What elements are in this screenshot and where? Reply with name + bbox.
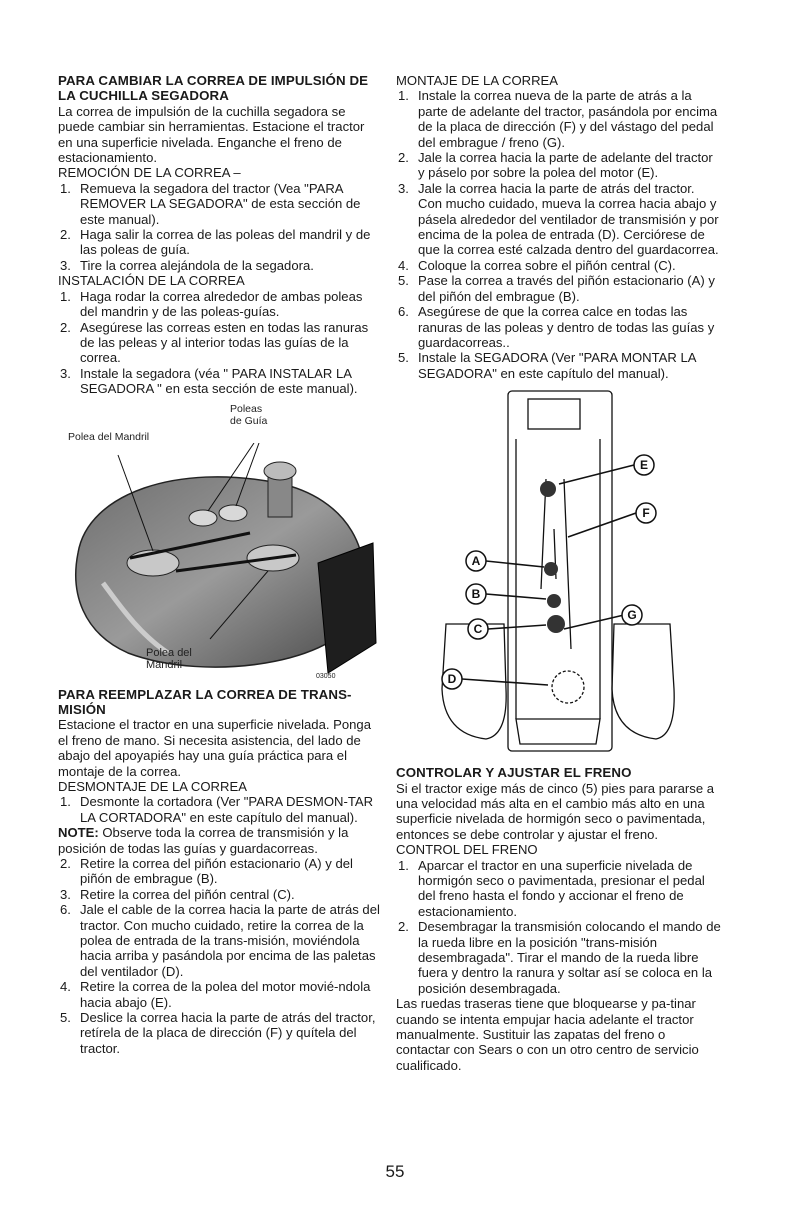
mower-deck-figure bbox=[58, 401, 380, 683]
mount-heading: MONTAJE DE LA CORREA bbox=[396, 73, 559, 88]
mount-steps bbox=[396, 88, 722, 381]
brake-intro: Si el tractor exige más de cinco (5) pies para pararse a una velocidad más alta en el cambio más alto en una superficie nivelada de hormigón seco o pavimentada, entonces se debe controlar y ajustar el freno. bbox=[396, 780, 715, 842]
brake-closing: Las ruedas traseras tiene que bloquearse y pa-tinar cuando se intenta empujar hacia adelante el tractor manualmente. Sustituir las zapatas del freno o contactar con Sears o con un otro centro de servicio cualificado. bbox=[396, 996, 699, 1073]
list-item: 1. Remueva la segadora del tractor (Vea "PARA REMOVER LA SEGADORA" de esta sección de este manual). bbox=[60, 180, 361, 227]
transmission-steps bbox=[58, 856, 380, 1056]
callout-c: C bbox=[473, 622, 483, 637]
blade-belt-intro: La correa de impulsión de la cuchilla segadora se puede cambiar sin herramientas. Estacione el tractor en una superficie nivelada. Enganche el freno de estacionamiento. bbox=[58, 103, 365, 166]
figure-code: 03050 bbox=[316, 672, 336, 680]
list-item: 1. Haga rodar la correa alrededor de ambas poleas del mandrin y de las poleas-guías. bbox=[60, 288, 363, 320]
install-steps bbox=[58, 289, 380, 397]
removal-heading: REMOCIÓN DE LA CORREA – bbox=[58, 165, 241, 181]
list-item: 5. Deslice la correa hacia la parte de atrás del tractor, retírela de la placa de dirección (F) y quítela del tractor. bbox=[60, 1010, 376, 1056]
list-item: 3. Instale la segadora (véa " PARA INSTALAR LA SEGADORA " en esta sección de este manual). bbox=[60, 365, 358, 397]
guide-pulley-label: Poleas de Guía bbox=[230, 402, 268, 427]
list-item: 2. Haga salir la correa de las poleas del mandril y de las poleas de guía. bbox=[60, 227, 371, 258]
list-item: 6. Jale el cable de la correa hacia la parte de atrás del tractor. Con mucho cuidado, retire la correa de la polea de entrada de la trans-misión, moviéndola hacia arriba y pasándola por encima de las paletas del ventilador (D). bbox=[60, 902, 380, 979]
list-item: 4. Coloque la correa sobre el piñón central (C). bbox=[398, 257, 676, 273]
callout-g: G bbox=[627, 608, 637, 623]
list-item: 2. Retire la correa del piñón estacionario (A) y del piñón de embrague (B). bbox=[60, 856, 353, 887]
transmission-step1 bbox=[58, 794, 380, 825]
list-item: 3. Retire la correa del piñón central (C). bbox=[60, 886, 295, 902]
mower-deck-illustration bbox=[58, 443, 380, 683]
page-number: 55 bbox=[385, 1162, 405, 1181]
callout-a: A bbox=[471, 554, 481, 569]
callout-b: B bbox=[471, 587, 481, 602]
section-title-blade-belt: PARA CAMBIAR LA CORREA DE IMPULSIÓN DE LA CUCHILLA SEGADORA bbox=[58, 73, 369, 104]
list-item: 3. Jale la correa hacia la parte de atrás del tractor. Con mucho cuidado, mueva la correa hacia abajo y pásela alrededor del ventilador de transmisión y por encima de la polea de entrada (D). Cerciórese de que la correa esté calzada dentro del guardacorrea. bbox=[398, 180, 719, 258]
removal-steps bbox=[58, 181, 380, 273]
list-item: 1. Instale la correa nueva de la parte de atrás a la parte de adelante del tractor, pasándola por encima de la placa de dirección (F) y del vástago del pedal del embrague / freno (G). bbox=[398, 88, 718, 150]
list-item: 2. Asegúrese las correas esten en todas las ranuras de las peleas y al interior todas las guías de la correa. bbox=[60, 319, 369, 366]
section-title-brake: CONTROLAR Y AJUSTAR EL FRENO bbox=[396, 765, 632, 781]
list-item: 1. Aparcar el tractor en una superficie nivelada de hormigón seco o pavimentada, presionar el pedal del freno hasta el fondo y accionar el freno de estacionamiento. bbox=[398, 857, 705, 919]
list-item: 6. Asegúrese de que la correa calce en todas las ranuras de las poleas y dentro de todas las guías y guardacorreas.. bbox=[398, 304, 715, 350]
callout-e: E bbox=[639, 458, 649, 473]
list-item: 2. Desembragar la transmisión colocando el mando de la rueda libre en la posición "trans-misión desembragada". Tirar el mando de la rueda libre fuera y dentro la ranura y soltar así se coloca en la posición desembragada. bbox=[398, 919, 721, 996]
section-title-transmission-belt: PARA REEMPLAZAR LA CORREA DE TRANS-MISIÓN bbox=[58, 686, 352, 717]
removal-heading-2: DESMONTAJE DE LA CORREA bbox=[58, 778, 247, 794]
belt-routing-diagram bbox=[396, 389, 722, 761]
list-item: 5. Instale la SEGADORA (Ver "PARA MONTAR LA SEGADORA" en este capítulo del manual). bbox=[398, 350, 696, 381]
callout-f: F bbox=[642, 506, 650, 521]
brake-control-steps bbox=[396, 858, 722, 997]
tractor-belt-illustration bbox=[396, 389, 722, 761]
mandrel-pulley-label-top: Polea del Mandril bbox=[68, 430, 150, 443]
left-column bbox=[58, 73, 380, 1056]
transmission-intro: Estacione el tractor en una superficie nivelada. Ponga el freno de mano. Si necesita asistencia, del lado de abajo del apoyapiés hay una guía práctica para el montaje de la correa. bbox=[58, 717, 371, 779]
mandrel-pulley-label-bottom: Polea del Mandril bbox=[146, 646, 192, 671]
list-item: 4. Retire la correa de la polea del motor movié-ndola hacia abajo (E). bbox=[60, 979, 371, 1010]
note: NOTE: Observe toda la correa de transmisión y la posición de todas las guías y guardacorreas. bbox=[58, 825, 349, 856]
callout-d: D bbox=[447, 672, 457, 687]
list-item: 1. Desmonte la cortadora (Ver "PARA DESMON-TAR LA CORTADORA" en este capítulo del manual). bbox=[60, 794, 374, 825]
list-item: 5. Pase la correa a través del piñón estacionario (A) y del piñón del embrague (B). bbox=[398, 273, 715, 304]
right-column bbox=[396, 73, 722, 1073]
list-item: 2. Jale la correa hacia la parte de adelante del tractor y páselo por sobre la polea del motor (E). bbox=[398, 150, 713, 181]
brake-control-heading: CONTROL DEL FRENO bbox=[396, 842, 538, 858]
install-heading: INSTALACIÓN DE LA CORREA bbox=[58, 273, 245, 289]
list-item: 3. Tire la correa alejándola de la segadora. bbox=[60, 257, 314, 273]
